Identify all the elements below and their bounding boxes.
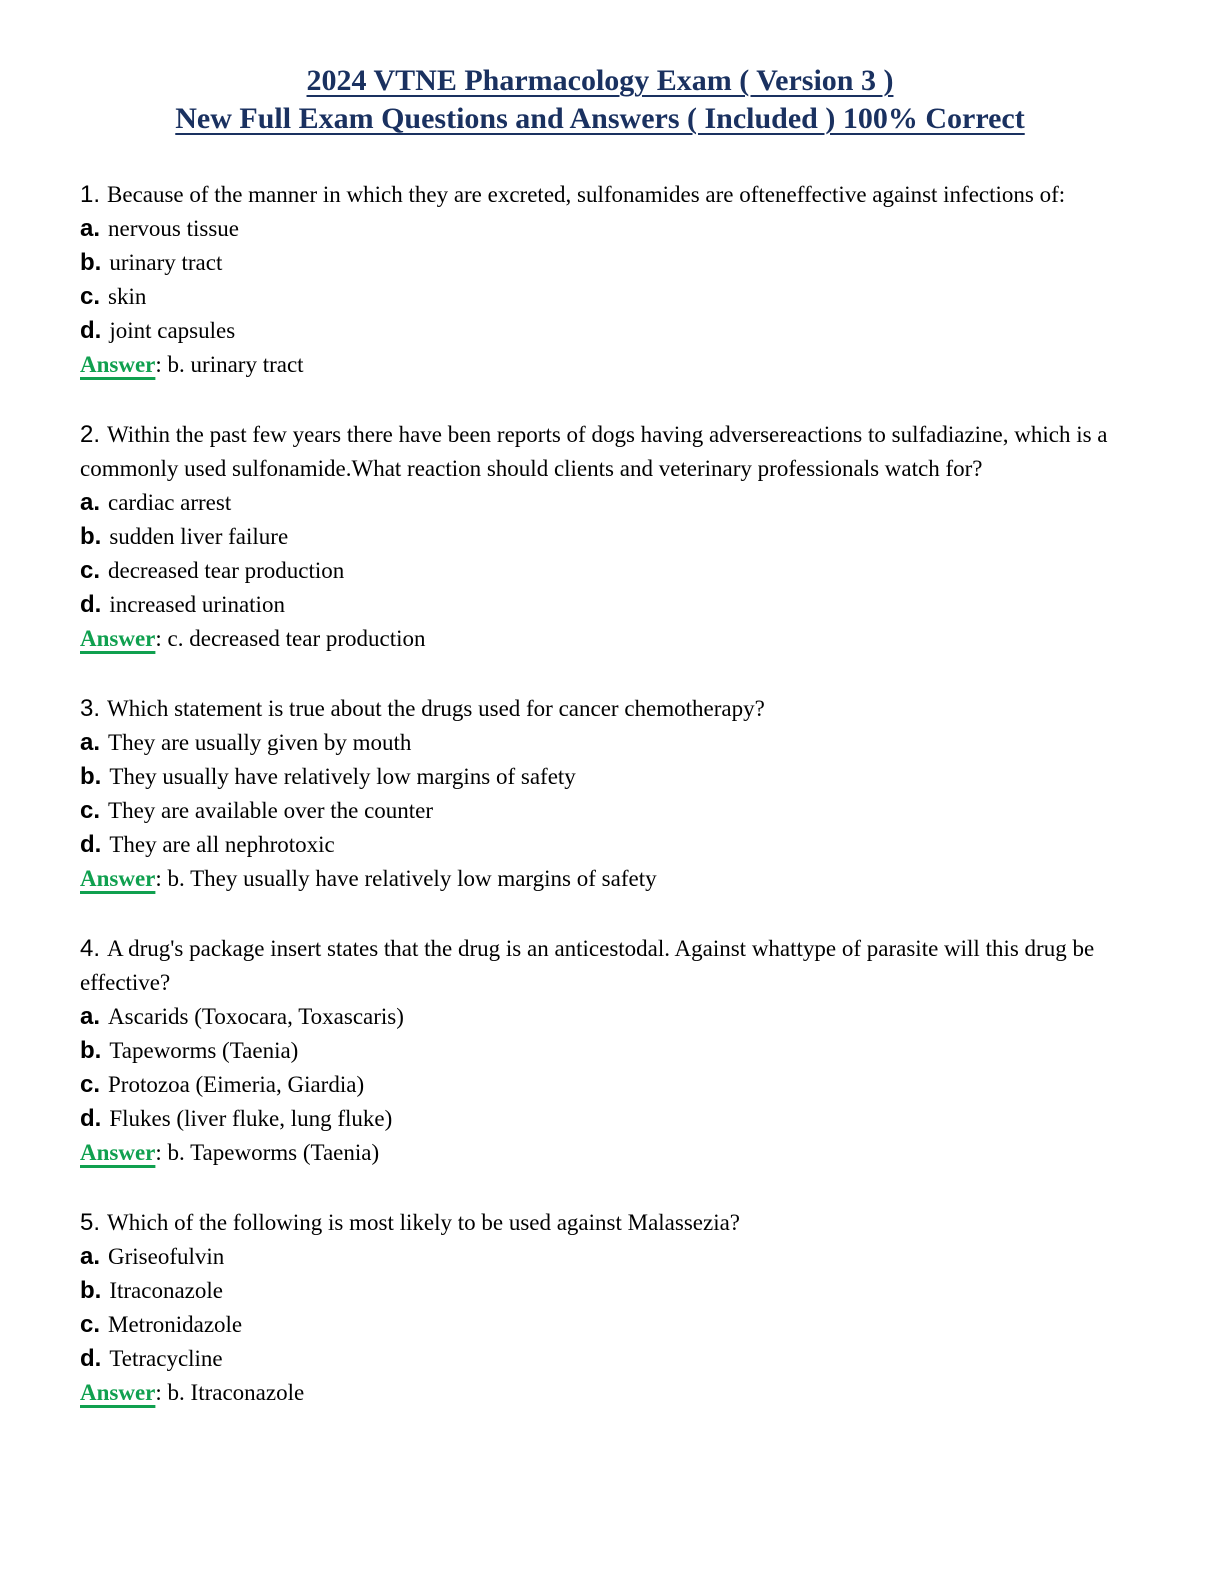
question-number: 2. xyxy=(80,421,101,448)
answer-label: Answer xyxy=(80,352,156,377)
question-text xyxy=(80,692,1120,726)
answer-line xyxy=(80,862,1120,896)
question-number: 5. xyxy=(80,1209,101,1236)
question-options xyxy=(80,1000,1120,1136)
option-line xyxy=(80,1102,1120,1136)
option-line xyxy=(80,794,1120,828)
answer-separator: : xyxy=(155,352,168,377)
answer-line xyxy=(80,1376,1120,1410)
option-text: decreased tear production xyxy=(108,558,345,583)
option-letter: b. xyxy=(80,1037,102,1064)
question-body: Because of the manner in which they are excreted, sulfonamides are ofteneffective against infections of: xyxy=(107,182,1066,207)
option-text: Protozoa (Eimeria, Giardia) xyxy=(108,1072,365,1097)
answer-line xyxy=(80,622,1120,656)
option-letter: c. xyxy=(80,557,101,584)
question-options xyxy=(80,726,1120,862)
answer-text: c. decreased tear production xyxy=(167,626,426,651)
option-line xyxy=(80,1274,1120,1308)
answer-text: b. urinary tract xyxy=(167,352,304,377)
question-text xyxy=(80,178,1120,212)
answer-line xyxy=(80,348,1120,382)
question-text xyxy=(80,932,1120,1000)
question-text xyxy=(80,418,1120,486)
question-block xyxy=(80,1206,1120,1410)
option-line xyxy=(80,520,1120,554)
document-title-line1: 2024 VTNE Pharmacology Exam ( Version 3 ) xyxy=(306,64,894,97)
answer-text: b. Itraconazole xyxy=(167,1380,305,1405)
option-text: Ascarids (Toxocara, Toxascaris) xyxy=(108,1004,404,1029)
option-line xyxy=(80,828,1120,862)
option-text: increased urination xyxy=(109,592,285,617)
answer-label: Answer xyxy=(80,626,156,651)
option-text: They are all nephrotoxic xyxy=(109,832,335,857)
document-header xyxy=(80,62,1120,138)
option-letter: c. xyxy=(80,1311,101,1338)
option-letter: c. xyxy=(80,283,101,310)
answer-text: b. Tapeworms (Taenia) xyxy=(167,1140,380,1165)
option-letter: a. xyxy=(80,729,101,756)
answer-separator: : xyxy=(155,866,168,891)
option-text: Metronidazole xyxy=(108,1312,243,1337)
option-line xyxy=(80,1240,1120,1274)
answer-separator: : xyxy=(155,1380,168,1405)
option-line xyxy=(80,1034,1120,1068)
option-letter: d. xyxy=(80,1105,102,1132)
option-text: sudden liver failure xyxy=(109,524,289,549)
option-text: joint capsules xyxy=(109,318,236,343)
option-text: Flukes (liver fluke, lung fluke) xyxy=(109,1106,393,1131)
option-letter: a. xyxy=(80,489,101,516)
question-block xyxy=(80,418,1120,656)
option-line xyxy=(80,246,1120,280)
question-body: A drug's package insert states that the drug is an anticestodal. Against whattype of parasite will this drug be effective? xyxy=(80,936,1095,995)
option-line xyxy=(80,726,1120,760)
questions-list xyxy=(80,178,1120,1410)
question-options xyxy=(80,486,1120,622)
option-letter: b. xyxy=(80,1277,102,1304)
question-options xyxy=(80,212,1120,348)
option-line xyxy=(80,1308,1120,1342)
document-title-line2: New Full Exam Questions and Answers ( Included ) 100% Correct xyxy=(175,102,1025,135)
question-block xyxy=(80,692,1120,896)
option-letter: b. xyxy=(80,763,102,790)
option-letter: d. xyxy=(80,1345,102,1372)
question-body: Within the past few years there have been reports of dogs having adversereactions to sulfadiazine, which is a commonly used sulfonamide.What reaction should clients and veterinary professionals watch for? xyxy=(80,422,1108,481)
option-line xyxy=(80,1068,1120,1102)
option-line xyxy=(80,1342,1120,1376)
answer-label: Answer xyxy=(80,1380,156,1405)
option-line xyxy=(80,486,1120,520)
option-line xyxy=(80,588,1120,622)
option-letter: b. xyxy=(80,249,102,276)
option-text: cardiac arrest xyxy=(108,490,232,515)
question-body: Which of the following is most likely to be used against Malassezia? xyxy=(107,1210,741,1235)
option-text: urinary tract xyxy=(109,250,223,275)
option-letter: a. xyxy=(80,215,101,242)
question-number: 4. xyxy=(80,935,101,962)
question-block xyxy=(80,178,1120,382)
option-text: Tapeworms (Taenia) xyxy=(109,1038,299,1063)
option-letter: b. xyxy=(80,523,102,550)
option-letter: c. xyxy=(80,797,101,824)
question-text xyxy=(80,1206,1120,1240)
option-text: They are available over the counter xyxy=(108,798,434,823)
option-text: They are usually given by mouth xyxy=(108,730,412,755)
option-line xyxy=(80,314,1120,348)
question-options xyxy=(80,1240,1120,1376)
question-block xyxy=(80,932,1120,1170)
option-text: Itraconazole xyxy=(109,1278,223,1303)
option-line xyxy=(80,1000,1120,1034)
question-body: Which statement is true about the drugs used for cancer chemotherapy? xyxy=(107,696,765,721)
option-text: Tetracycline xyxy=(109,1346,223,1371)
answer-separator: : xyxy=(155,626,168,651)
option-line xyxy=(80,212,1120,246)
option-text: Griseofulvin xyxy=(108,1244,225,1269)
answer-label: Answer xyxy=(80,866,156,891)
question-number: 1. xyxy=(80,181,101,208)
option-text: nervous tissue xyxy=(108,216,239,241)
option-text: skin xyxy=(108,284,147,309)
option-letter: d. xyxy=(80,591,102,618)
option-letter: d. xyxy=(80,317,102,344)
answer-line xyxy=(80,1136,1120,1170)
question-number: 3. xyxy=(80,695,101,722)
option-letter: c. xyxy=(80,1071,101,1098)
option-letter: a. xyxy=(80,1003,101,1030)
option-letter: d. xyxy=(80,831,102,858)
option-line xyxy=(80,554,1120,588)
answer-separator: : xyxy=(155,1140,168,1165)
option-letter: a. xyxy=(80,1243,101,1270)
answer-text: b. They usually have relatively low margins of safety xyxy=(167,866,657,891)
answer-label: Answer xyxy=(80,1140,156,1165)
option-line xyxy=(80,760,1120,794)
option-text: They usually have relatively low margins of safety xyxy=(109,764,576,789)
option-line xyxy=(80,280,1120,314)
